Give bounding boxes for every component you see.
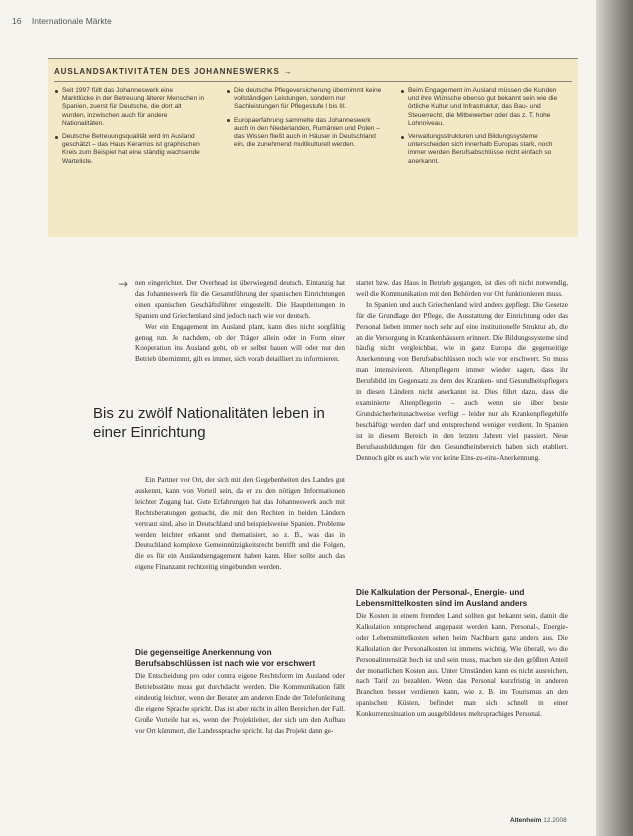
page-number: 16 xyxy=(12,16,22,26)
bullet-item: Seit 1997 füllt das Johanneswerk eine Marktlücke in der Betreuung älterer Menschen in Spanien, zuerst für Deutsche, die dort alt wurden, inzwischen auch für andere Nationalitäten. xyxy=(62,87,205,127)
subsection-left xyxy=(135,648,345,736)
article-column-left-top xyxy=(135,278,345,365)
info-box xyxy=(48,58,578,237)
issue-number: 12.2008 xyxy=(543,817,567,824)
box-column-2 xyxy=(226,87,384,154)
paragraph: In Spanien und auch Griechenland wird anders gepflegt. Die Gesetze für die Grundlage der Pflege, die Ausstattung der Einrichtung oder das Personal lieben immer noch sehr auf eine institutionelle Struktur ab, die an die Versorgung in Krankenhäusern erinnert. Die Bildungssysteme sind häufig nicht vergleichbar, wie in ganz Europa die gegenseitige Anerkennung von Berufsabschlüssen noch wie vor erschwert. So muss man intensivieren. Altenpflegern immer wieder sagen, dass ihr Berufsbild im Gegensatz zu dem des Kranken- und Gesundheitspflegers in diesen Ländern nicht anerkannt ist. Dies führt dazu, dass die examinierte Altenpflegerin – auch wenn sie über beste Grundsicherheitsnachweise verfügt – leider nur als Krankenpflegehilfe beschäftigt werden darf und entsprechend weniger verdient. In Spanien ist in diesem Bereich in den letzten Jahren viel passiert. Neue Berufsausbildungen für den Gesundheitsbereich haben sich etabliert. Dennoch gibt es auch wie vor keine Eins-zu-eins-Anerkennung. xyxy=(356,300,568,462)
bullet-item: Die deutsche Pflegeversicherung übernimmt keine vollständigen Leistungen, sondern nur Sachleistungen für Pflegestufe I bis III. xyxy=(234,87,384,112)
bullet-item: Deutsche Betreuungsqualität wird im Ausland geschätzt – das Haus Keramos ist graphischen Kreis zum Beispiel hat eine ständig wachsende Warteliste. xyxy=(62,133,206,166)
bullet-item: Beim Engagement im Ausland müssen die Kunden und ihre Wünsche ebenso gut bekannt sein wie die örtliche Kultur und Infrastruktur, das Bau- und Steuerrecht, die Mitbewerber oder das z. T. hohe Lohnniveau. xyxy=(408,87,562,128)
paragraph: Die Kosten in einem fremden Land sollten gut bekannt sein, damit die Kalkulation entsprechend angepasst werden kann. Personal-, Energie- oder Lebensmittelkosten sehen beim Nachbarn ganz anders aus. Die Kalkulation der Personalkosten ist immens wichtig. Wie überall, wo die Personalintensität hoch ist und sein muss, machen sie den größten Anteil der monatlichen Kosten aus. Unter Umständen kann es nicht ausreichen, nach Tarif zu bezahlen. Wenn das Personal kurzfristig in anderen Branchen besser verdienen kann, wie z. B. im Tourismus an den spanischen Küsten, befindet man sich schnell in einer Konkurrenzsituation um ausgebildetes mehrsprachiges Personal. xyxy=(356,612,568,719)
paragraph: Die Entscheidung pro oder contra eigene Rechtsform im Ausland oder Betriebsstätte muss gut durchdacht werden. Die Kommunikation fällt eindeutig leichter, wenn der Berater am anderen Ende der Telefonleitung die eigene Sprache spricht. Das ist aber nicht in allen Bereichen der Fall. Große Vorteile hat es, wenn der Projektleiter, der sich um den Aufbau vor Ort kümmert, die Landessprache spricht. Ist das Projekt dann ge- xyxy=(135,672,345,735)
continuation-arrow-icon: → xyxy=(118,277,129,291)
magazine-name: Altenheim xyxy=(510,817,542,824)
page-binding-shadow xyxy=(596,0,633,836)
subheading: Die gegenseitige Anerkennung von Berufsabschlüssen ist nach wie vor erschwert xyxy=(135,648,316,668)
box-title xyxy=(54,67,293,76)
section-title: Internationale Märkte xyxy=(31,16,112,26)
subheading: Die Kalkulation der Personal-, Energie- und Lebensmittelkosten sind im Ausland anders xyxy=(356,588,528,608)
paragraph: startet bzw. das Haus in Betrieb gegangen, ist dies oft nicht notwendig, weil die Kommunikation mit den Behörden vor Ort funktionieren muss. xyxy=(356,279,568,298)
paragraph: Wer ein Engagement im Ausland plant, kann dies nicht sorgfältig genug tun. Je nachdem, ob der Träger allein oder in Form einer Kooperation ins Ausland geht, ob er selbst bauen will oder nur den Betrieb übernimmt, gilt es immer, sich vorab detailliert zu informieren. xyxy=(135,322,345,364)
box-title-text: AUSLANDSAKTIVITÄTEN DES JOHANNESWERKS xyxy=(54,67,280,76)
box-column-3 xyxy=(400,87,562,171)
paragraph: Ein Partner vor Ort, der sich mit den Gegebenheiten des Landes gut auskennt, kann von Vorteil sein, da er zu den nötigen Informationen leichter Zugang hat. Gute Erfahrungen hat das Johanneswerk auch mit Rechtsberatungen gemacht, die mit den Rechten in beiden Ländern vertraut sind, also in Deutschland und beispielsweise Spanien. Probleme werden leichter erkannt und thematisiert, so z. B., was das in Deutschland komplexe Gemeinnützigkeitsrecht betrifft und die Folgen, die es für ein Auslandsengagement haben kann. Hier sollte auch das eigene Finanzamt rechtzeitig eingebunden werden. xyxy=(135,476,345,572)
arrow-right-icon: → xyxy=(283,67,293,76)
box-column-1 xyxy=(54,87,206,171)
article-column-left-middle xyxy=(135,475,345,573)
box-divider xyxy=(54,81,572,82)
paragraph: nen eingerichtet. Der Overhead ist überwiegend deutsch. Eintanzig hat das Johanneswerk für die Gesamtführung der spanischen Einrichtungen einen spanischen Geschäftsführer eingestellt. Die Hauptleitungen in Spanien und Griechenland sind jedoch nach wie vor deutsch. xyxy=(135,279,345,320)
article-column-right-top xyxy=(356,278,568,463)
bullet-item: Verwaltungsstrukturen und Bildungssysteme unterscheiden sich innerhalb Europas stark, noch immer werden Berufsabschlüsse nicht einfach so anerkannt. xyxy=(408,133,562,166)
page-footer xyxy=(510,817,567,824)
subsection-right xyxy=(356,588,568,720)
page-header xyxy=(12,16,112,26)
bullet-item: Europaerfahrung sammelte das Johanneswerk auch in den Niederlanden, Rumänien und Polen – das Wissen fließt auch in Häuser in Deutschland ein, die zunehmend multikulturell werden. xyxy=(234,117,384,150)
article-heading: Bis zu zwölf Nationalitäten leben in einer Einrichtung xyxy=(93,405,325,441)
